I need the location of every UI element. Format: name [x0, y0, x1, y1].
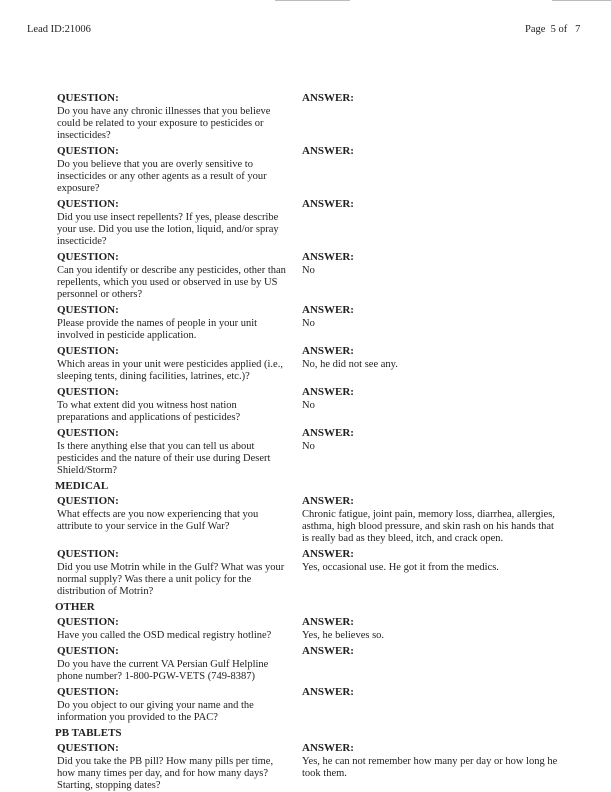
question-label: QUESTION:: [57, 548, 119, 560]
question-label: QUESTION:: [57, 686, 119, 698]
question-text: Can you identify or describe any pesticides, other than repellents, which you used or observed in use by US personnel or others?: [57, 265, 286, 300]
question-block: [55, 616, 291, 642]
qa-row: [55, 548, 560, 598]
section-pb-tablets: PB TABLETS: [55, 727, 122, 739]
question-answer-list: [55, 92, 560, 792]
qa-row: [55, 616, 560, 642]
question-block: [55, 686, 291, 724]
answer-label: ANSWER:: [302, 742, 354, 754]
scan-artifact: [552, 0, 611, 1]
answer-label: ANSWER:: [302, 427, 354, 439]
question-block: [55, 345, 291, 383]
answer-text: Yes, occasional use. He got it from the medics.: [302, 562, 499, 573]
question-label: QUESTION:: [57, 345, 119, 357]
question-label: QUESTION:: [57, 495, 119, 507]
question-text: Is there anything else that you can tell us about pesticides and the nature of their use during Desert Shield/Storm?: [57, 441, 271, 476]
qa-row: [55, 251, 560, 301]
answer-text: Yes, he can not remember how many per day or how long he took them.: [302, 756, 558, 779]
answer-label: ANSWER:: [302, 198, 354, 210]
question-text: Have you called the OSD medical registry hotline?: [57, 630, 272, 641]
answer-text: Yes, he believes so.: [302, 630, 385, 641]
answer-block: [302, 548, 558, 598]
question-label: QUESTION:: [57, 251, 119, 263]
question-text: What effects are you now experiencing that you attribute to your service in the Gulf War?: [57, 509, 259, 532]
question-text: Did you take the PB pill? How many pills per time, how many times per day, and for how many days? Starting, stopping dates?: [57, 756, 274, 791]
answer-label: ANSWER:: [302, 345, 354, 357]
question-text: Please provide the names of people in your unit involved in pesticide application.: [57, 318, 258, 341]
question-block: [55, 548, 291, 598]
question-label: QUESTION:: [57, 92, 119, 104]
answer-label: ANSWER:: [302, 251, 354, 263]
answer-block: [302, 495, 558, 545]
answer-block: [302, 742, 558, 792]
question-block: [55, 198, 291, 248]
qa-row: [55, 92, 560, 142]
question-text: Do you believe that you are overly sensitive to insecticides or any other agents as a result of your exposure?: [57, 159, 267, 194]
question-text: Did you use insect repellents? If yes, please describe your use. Did you use the lotion, liquid, and/or spray insecticide?: [57, 212, 279, 247]
answer-text: No: [302, 265, 315, 276]
question-text: To what extent did you witness host nation preparations and applications of pesticides?: [57, 400, 241, 423]
answer-label: ANSWER:: [302, 686, 354, 698]
page-number: Page 5 of 7: [525, 24, 581, 35]
question-block: [55, 386, 291, 424]
question-block: [55, 427, 291, 477]
question-label: QUESTION:: [57, 645, 119, 657]
qa-row: [55, 427, 560, 477]
qa-row: [55, 198, 560, 248]
question-block: [55, 251, 291, 301]
answer-block: [302, 645, 558, 683]
answer-label: ANSWER:: [302, 616, 354, 628]
question-block: [55, 495, 291, 545]
answer-label: ANSWER:: [302, 495, 354, 507]
qa-row: [55, 495, 560, 545]
lead-id: Lead ID:21006: [27, 24, 91, 35]
question-block: [55, 645, 291, 683]
answer-text: No, he did not see any.: [302, 359, 398, 370]
question-label: QUESTION:: [57, 427, 119, 439]
question-block: [55, 742, 291, 792]
answer-label: ANSWER:: [302, 386, 354, 398]
question-block: [55, 145, 291, 195]
question-text: Do you object to our giving your name and the information you provided to the PAC?: [57, 700, 254, 723]
qa-row: [55, 345, 560, 383]
answer-block: [302, 198, 558, 248]
scan-artifact: [275, 0, 350, 1]
answer-block: [302, 92, 558, 142]
answer-block: [302, 686, 558, 724]
qa-row: [55, 742, 560, 792]
answer-label: ANSWER:: [302, 145, 354, 157]
answer-text: No: [302, 441, 315, 452]
answer-block: [302, 616, 558, 642]
question-text: Do you have the current VA Persian Gulf Helpline phone number? 1-800-PGW-VETS (749-8387): [57, 659, 269, 682]
answer-label: ANSWER:: [302, 92, 354, 104]
question-label: QUESTION:: [57, 304, 119, 316]
question-text: Which areas in your unit were pesticides applied (i.e., sleeping tents, dining facilities, latrines, etc.)?: [57, 359, 283, 382]
qa-row: [55, 386, 560, 424]
section-other: OTHER: [55, 601, 95, 613]
question-block: [55, 304, 291, 342]
answer-block: [302, 251, 558, 301]
question-label: QUESTION:: [57, 742, 119, 754]
answer-block: [302, 145, 558, 195]
question-label: QUESTION:: [57, 198, 119, 210]
question-text: Do you have any chronic illnesses that you believe could be related to your exposure to pesticides or insecticides?: [57, 106, 271, 141]
answer-text: No: [302, 318, 315, 329]
answer-label: ANSWER:: [302, 645, 354, 657]
question-label: QUESTION:: [57, 145, 119, 157]
question-text: Did you use Motrin while in the Gulf? What was your normal supply? Was there a unit policy for the distribution of Motrin?: [57, 562, 285, 597]
answer-block: [302, 345, 558, 383]
answer-label: ANSWER:: [302, 304, 354, 316]
section-medical: MEDICAL: [55, 480, 109, 492]
qa-row: [55, 686, 560, 724]
answer-block: [302, 386, 558, 424]
qa-row: [55, 304, 560, 342]
qa-row: [55, 645, 560, 683]
question-block: [55, 92, 291, 142]
question-label: QUESTION:: [57, 386, 119, 398]
answer-block: [302, 304, 558, 342]
question-label: QUESTION:: [57, 616, 119, 628]
answer-block: [302, 427, 558, 477]
answer-text: Chronic fatigue, joint pain, memory loss, diarrhea, allergies, asthma, high blood pressure, and skin rash on his hands that is really bad as they bleed, itch, and crack open.: [302, 509, 555, 544]
answer-label: ANSWER:: [302, 548, 354, 560]
answer-text: No: [302, 400, 315, 411]
qa-row: [55, 145, 560, 195]
